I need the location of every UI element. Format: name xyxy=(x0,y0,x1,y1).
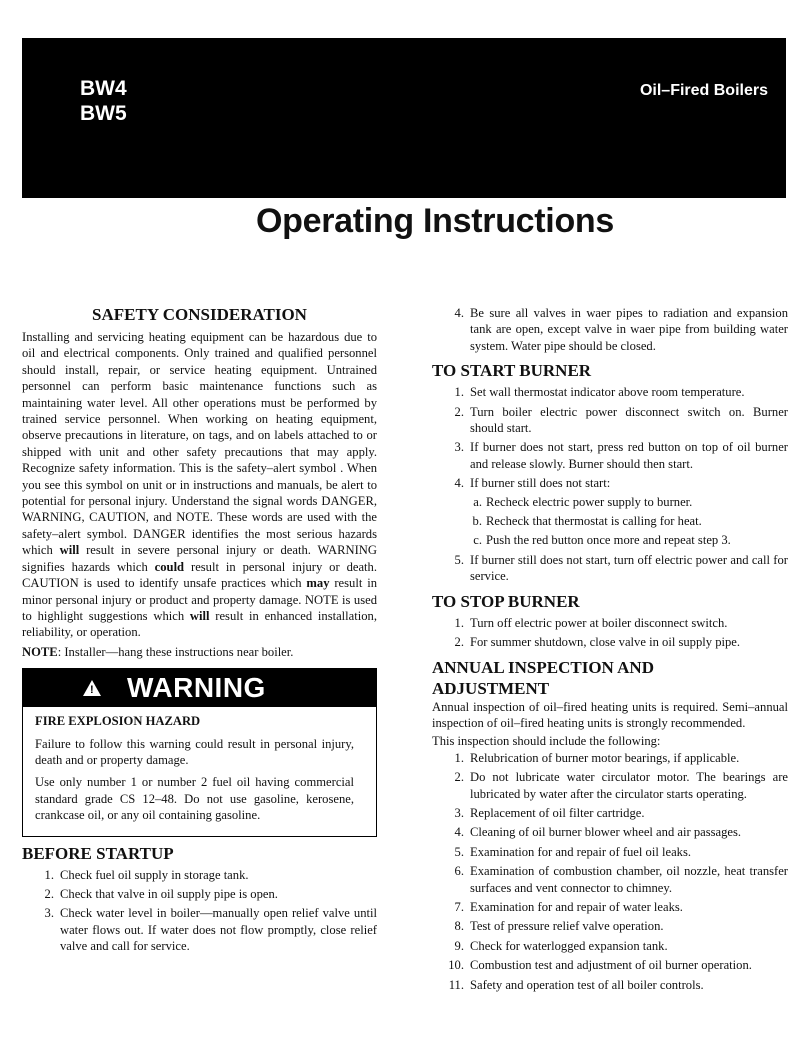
warning-body xyxy=(23,707,376,835)
list-item: 2. Do not lubricate water circulator motor. The bearings are lubricated by water after the circulator starts operating. xyxy=(454,770,788,801)
list-item: 3. Replacement of oil filter cartridge. xyxy=(454,805,645,820)
warning-box xyxy=(22,668,377,836)
warning-word: WARNING xyxy=(127,671,266,703)
page-title: Operating Instructions xyxy=(256,202,614,240)
list-item: 1. Set wall thermostat indicator above room temperature. xyxy=(454,385,745,400)
list-item: 9. Check for waterlogged expansion tank. xyxy=(454,938,668,953)
warning-text: Failure to follow this warning could result in personal injury, death and or property damage. xyxy=(35,736,354,767)
list-item: 8. Test of pressure relief valve operation. xyxy=(454,919,664,934)
list-item: 2. Turn boiler electric power disconnect switch on. Burner should start. xyxy=(454,404,788,436)
list-item: 7. Examination for and repair of water leaks. xyxy=(454,899,683,914)
list-item: 4. Be sure all valves in waer pipes to radiation and expansion tank are open, except valve in waer pipe from building water system. Water pipe should be closed. xyxy=(454,306,788,353)
sub-list-item: a. Recheck electric power supply to burner. xyxy=(473,494,693,509)
safety-paragraph: Installing and servicing heating equipment can be hazardous due to oil and electrical components. Only trained and qualified personnel should install, repair, or service heating equipment. Untrained personnel can perform basic maintenance functions such as maintaining water level. All other operations must be performed by trained service personnel. When working on heating equipment, observe precautions in literature, on tags, and on labels attached to or shipped with unit and other safety precautions that may apply. Recognize safety information. This is the safety–alert symbol . When you see this symbol on unit or in instructions and manuals, be alert to potential for personal injury. Understand the signal words DANGER, WARNING, CAUTION, and NOTE. These words are used with the safety–alert symbol. DANGER identifies the most serious hazards which will result in severe personal injury or death. WARNING signifies hazards which could result in personal injury or death. CAUTION is used to identify unsafe practices which may result in minor personal injury or product and property damage. NOTE is used to highlight suggestions which will result in enhanced installation, reliability, or operation. xyxy=(22,330,378,640)
annual-heading: ANNUAL INSPECTION AND ADJUSTMENT xyxy=(432,657,654,698)
list-item: 2. For summer shutdown, close valve in oil supply pipe. xyxy=(454,635,741,650)
model-line: BW4 xyxy=(80,77,127,100)
annual-intro: This inspection should include the following: xyxy=(432,734,661,749)
list-item: 3. If burner does not start, press red button on top of oil burner and release slowly. Burner should then start. xyxy=(454,440,788,471)
list-item: 1. Check fuel oil supply in storage tank. xyxy=(44,867,249,882)
model-numbers xyxy=(80,76,127,126)
annual-list xyxy=(432,750,788,993)
warning-triangle-icon: ! xyxy=(83,680,101,696)
safety-heading: SAFETY CONSIDERATION xyxy=(92,305,307,324)
list-item: 1. Relubrication of burner motor bearings, if applicable. xyxy=(454,750,740,765)
list-item: 5. Examination for and repair of fuel oil leaks. xyxy=(454,844,692,859)
start-burner-list xyxy=(432,384,788,584)
stop-burner-list xyxy=(432,615,788,651)
model-line: BW5 xyxy=(80,102,127,125)
list-item: 4. Cleaning of oil burner blower wheel and air passages. xyxy=(454,825,742,840)
list-item: 6. Examination of combustion chamber, oil nozzle, heat transfer surfaces and vent connector to chimney. xyxy=(454,864,788,895)
right-column xyxy=(432,305,788,996)
start-burner-heading: TO START BURNER xyxy=(432,361,592,381)
list-item: 2. Check that valve in oil supply pipe is open. xyxy=(44,886,278,901)
sub-list-item: b. Recheck that thermostat is calling for heat. xyxy=(472,514,702,529)
header-band xyxy=(22,38,786,198)
installer-note: NOTE: Installer—hang these instructions near boiler. xyxy=(22,644,294,659)
before-startup-list-cont xyxy=(432,305,788,354)
list-item: 1. Turn off electric power at boiler disconnect switch. xyxy=(454,615,728,630)
warning-text: Use only number 1 or number 2 fuel oil having commercial standard grade CS 12–48. Do not use gasoline, kerosene, crankcase oil, or any oil containing gasoline. xyxy=(35,775,354,823)
list-item: 4. If burner still does not start: a. Recheck electric power supply to burner. b. Recheck that thermostat is calling for heat. c. Push the red button once more and repeat step 3. xyxy=(432,475,788,549)
warning-header xyxy=(23,669,376,707)
stop-burner-heading: TO STOP BURNER xyxy=(432,591,580,611)
sub-list xyxy=(470,494,788,549)
list-item: 5. If burner still does not start, turn off electric power and call for service. xyxy=(454,552,788,584)
list-item: 3. Check water level in boiler—manually open relief valve until water flows out. If water does not flow promptly, close relief valve and call for service. xyxy=(44,906,377,954)
hazard-title: FIRE EXPLOSION HAZARD xyxy=(35,714,201,729)
before-startup-list xyxy=(22,867,377,955)
left-column xyxy=(22,305,377,958)
annual-paragraph: Annual inspection of oil–fired heating units is required. Semi–annual inspection of oil–fired heating units is strongly recommended. xyxy=(432,699,788,730)
list-item: 10. Combustion test and adjustment of oil burner operation. xyxy=(448,958,752,973)
sub-list-item: c. Push the red button once more and repeat step 3. xyxy=(473,533,731,548)
before-startup-heading: BEFORE STARTUP xyxy=(22,843,174,863)
list-item: 11. Safety and operation test of all boiler controls. xyxy=(448,977,704,992)
product-name: Oil–Fired Boilers xyxy=(639,82,768,99)
